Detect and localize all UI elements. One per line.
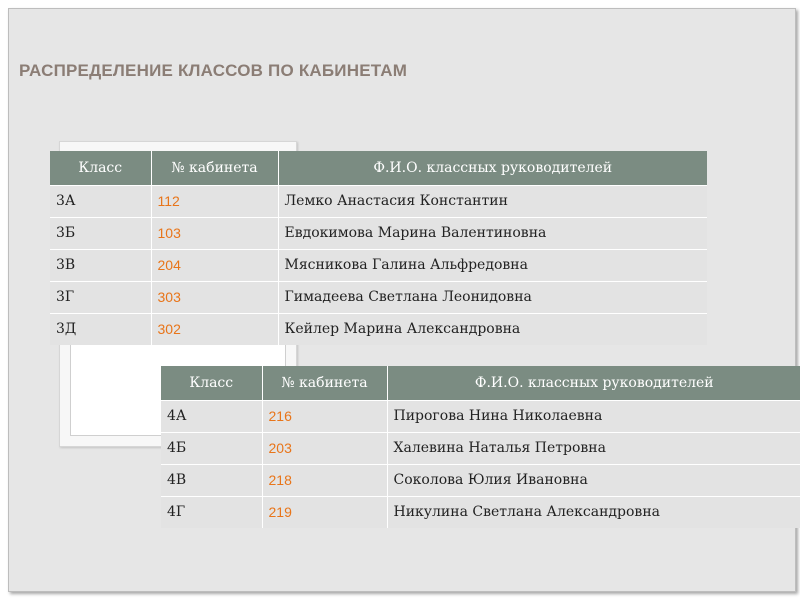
cell-teacher: Никулина Светлана Александровна [387,496,800,528]
header-class: Класс [161,366,262,400]
cell-teacher: Пирогова Нина Николаевна [387,400,800,432]
cell-teacher: Халевина Наталья Петровна [387,432,800,464]
cell-teacher: Мясникова Галина Альфредовна [278,249,707,281]
cell-teacher: Кейлер Марина Александровна [278,313,707,345]
table-row [50,281,707,313]
cell-room: 219 [262,496,387,528]
cell-room: 112 [151,185,278,217]
cell-room: 103 [151,217,278,249]
header-teacher: Ф.И.О. классных руководителей [387,366,800,400]
cell-class: 3Г [50,281,151,313]
cell-class: 4А [161,400,262,432]
table-row [161,464,800,496]
header-class: Класс [50,151,151,185]
cell-room: 203 [262,432,387,464]
cell-room: 204 [151,249,278,281]
cell-teacher: Евдокимова Марина Валентиновна [278,217,707,249]
cell-teacher: Лемко Анастасия Константин [278,185,707,217]
cell-teacher: Соколова Юлия Ивановна [387,464,800,496]
cell-class: 3Б [50,217,151,249]
cell-class: 3Д [50,313,151,345]
cell-class: 4Г [161,496,262,528]
cell-class: 3А [50,185,151,217]
cell-room: 216 [262,400,387,432]
header-room: № кабинета [262,366,387,400]
cell-room: 302 [151,313,278,345]
grade-3-table [50,151,707,345]
table-row [161,496,800,528]
cell-class: 4Б [161,432,262,464]
table-row [50,185,707,217]
table-header-row [161,366,800,400]
table-row [161,432,800,464]
table-row [50,249,707,281]
cell-class: 4В [161,464,262,496]
cell-room: 303 [151,281,278,313]
header-room: № кабинета [151,151,278,185]
grade-4-table [161,366,800,528]
cell-teacher: Гимадеева Светлана Леонидовна [278,281,707,313]
page-title: РАСПРЕДЕЛЕНИЕ КЛАССОВ ПО КАБИНЕТАМ [19,61,408,80]
header-teacher: Ф.И.О. классных руководителей [278,151,707,185]
table-row [50,217,707,249]
table-header-row [50,151,707,185]
table-row [161,400,800,432]
cell-class: 3В [50,249,151,281]
cell-room: 218 [262,464,387,496]
table-row [50,313,707,345]
